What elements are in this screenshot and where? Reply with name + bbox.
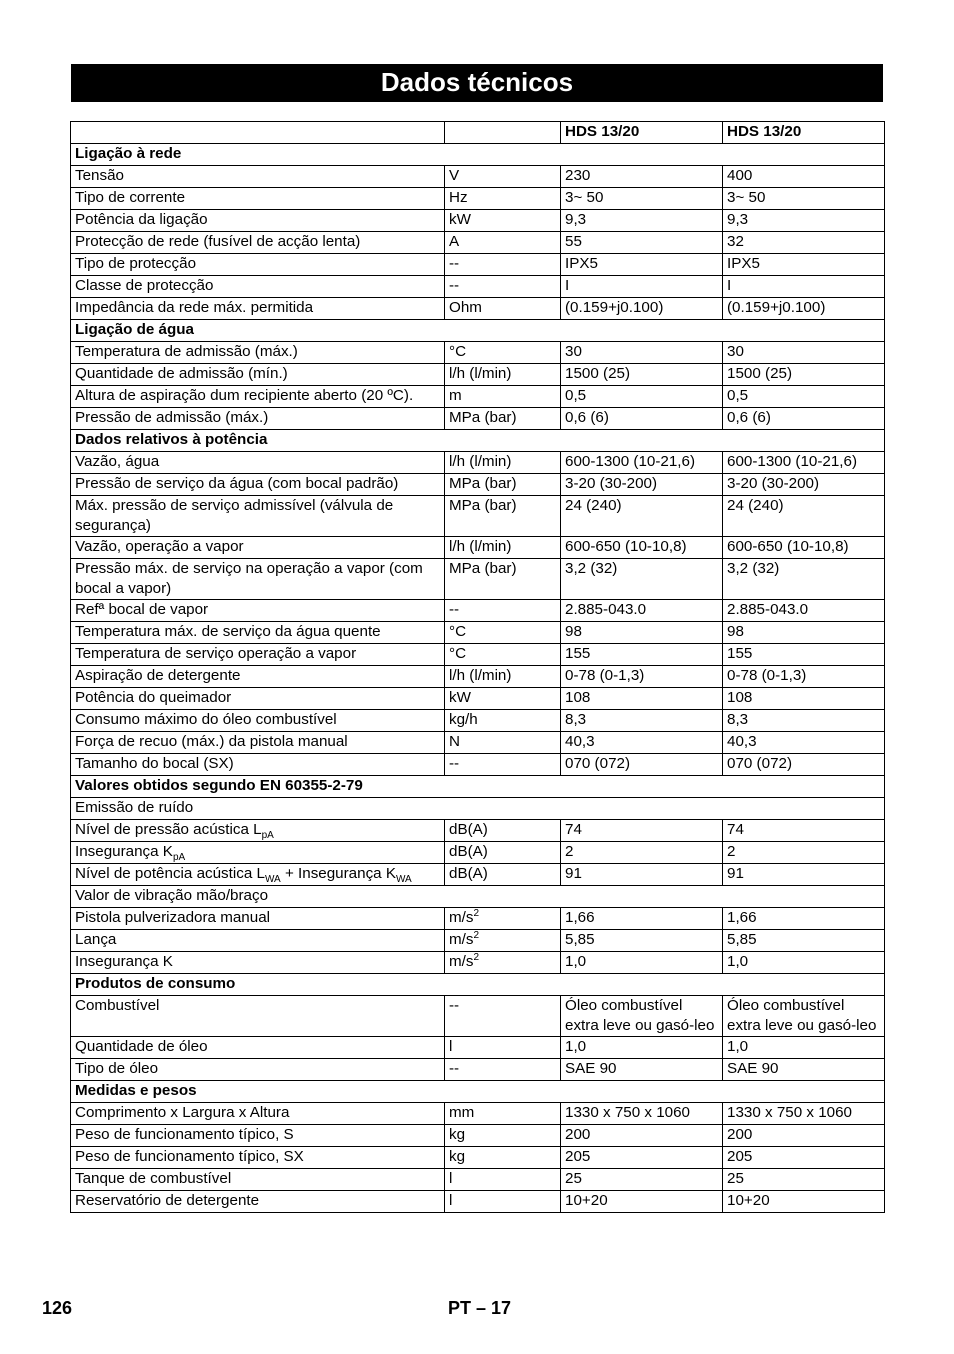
unit-cell	[445, 622, 561, 644]
unit-cell	[445, 474, 561, 496]
value-model-2: 0,5	[723, 386, 885, 408]
value-model-2: SAE 90	[723, 1059, 885, 1081]
unit: mm	[449, 1104, 475, 1121]
unit: °C	[449, 343, 467, 360]
row-label-cell	[71, 232, 445, 254]
unit-superscript: 2	[473, 929, 480, 941]
label-subscript: WA	[264, 874, 281, 886]
value-model-1: 3-20 (30-200)	[561, 474, 723, 496]
value-model-1: 74	[561, 820, 723, 842]
value-model-1: 98	[561, 622, 723, 644]
value-model-1: 40,3	[561, 732, 723, 754]
value-model-2: 155	[723, 644, 885, 666]
row-label: Reservatório de detergente	[75, 1192, 260, 1209]
row-label-cell	[71, 386, 445, 408]
value-model-1: 1330 x 750 x 1060	[561, 1103, 723, 1125]
table-row	[71, 452, 885, 474]
table-row	[71, 688, 885, 710]
value-model-2: 10+20	[723, 1191, 885, 1213]
row-label-cell	[71, 754, 445, 776]
section-heading: Ligação à rede	[71, 144, 885, 166]
unit-cell	[445, 298, 561, 320]
row-label-cell	[71, 688, 445, 710]
unit: l/h (l/min)	[449, 453, 512, 470]
value-model-1: 600-650 (10-10,8)	[561, 537, 723, 559]
table-row	[71, 386, 885, 408]
row-label-cell	[71, 474, 445, 496]
table-row	[71, 559, 885, 600]
value-model-1: 0-78 (0-1,3)	[561, 666, 723, 688]
table-row	[71, 298, 885, 320]
value-model-1: 0,6 (6)	[561, 408, 723, 430]
row-label: Vazão, operação a vapor	[75, 538, 244, 555]
table-row	[71, 754, 885, 776]
table-row	[71, 1037, 885, 1059]
unit-cell	[445, 1191, 561, 1213]
table-row	[71, 210, 885, 232]
row-label: Consumo máximo do óleo combustível	[75, 711, 337, 728]
header-model-2: HDS 13/20	[723, 122, 885, 144]
table-row	[71, 710, 885, 732]
table-row	[71, 996, 885, 1037]
row-label: Pressão máx. de serviço na operação a vapor (com bocal a vapor)	[75, 560, 423, 597]
subsection-heading: Emissão de ruído	[71, 798, 885, 820]
value-model-2: 30	[723, 342, 885, 364]
header-model-1: HDS 13/20	[561, 122, 723, 144]
unit: °C	[449, 645, 467, 662]
section-heading: Produtos de consumo	[71, 974, 885, 996]
row-label: Nível de potência acústica L	[75, 865, 265, 882]
unit: m/s	[449, 953, 474, 970]
value-model-1: 24 (240)	[561, 496, 723, 537]
unit: kg	[449, 1126, 466, 1143]
unit-cell	[445, 864, 561, 886]
row-label: Temperatura de admissão (máx.)	[75, 343, 298, 360]
value-model-1: 108	[561, 688, 723, 710]
value-model-1: 1,0	[561, 952, 723, 974]
value-model-2: 200	[723, 1125, 885, 1147]
value-model-1: 30	[561, 342, 723, 364]
unit: kg	[449, 1148, 466, 1165]
row-label-cell	[71, 666, 445, 688]
value-model-2: IPX5	[723, 254, 885, 276]
unit-cell	[445, 1147, 561, 1169]
unit-cell	[445, 188, 561, 210]
value-model-1: 070 (072)	[561, 754, 723, 776]
unit-cell	[445, 930, 561, 952]
unit: m	[449, 387, 462, 404]
value-model-1: 1500 (25)	[561, 364, 723, 386]
table-row	[71, 537, 885, 559]
value-model-2: 1330 x 750 x 1060	[723, 1103, 885, 1125]
value-model-2: 3~ 50	[723, 188, 885, 210]
table-row	[71, 254, 885, 276]
table-row	[71, 666, 885, 688]
table-row	[71, 276, 885, 298]
row-label: Vazão, água	[75, 453, 160, 470]
value-model-2: 1,0	[723, 1037, 885, 1059]
table-row	[71, 188, 885, 210]
value-model-2: 1500 (25)	[723, 364, 885, 386]
row-label: Tipo de óleo	[75, 1060, 159, 1077]
row-label: Impedância da rede máx. permitida	[75, 299, 314, 316]
row-label-cell	[71, 298, 445, 320]
table-row	[71, 622, 885, 644]
value-model-2: 108	[723, 688, 885, 710]
value-model-1: 155	[561, 644, 723, 666]
header-empty-cell	[71, 122, 445, 144]
unit-cell	[445, 600, 561, 622]
unit-superscript: 2	[473, 907, 480, 919]
value-model-1: IPX5	[561, 254, 723, 276]
table-row	[71, 232, 885, 254]
row-label-cell	[71, 1191, 445, 1213]
unit-cell	[445, 386, 561, 408]
unit: --	[449, 997, 460, 1014]
unit: l/h (l/min)	[449, 538, 512, 555]
value-model-1: 600-1300 (10-21,6)	[561, 452, 723, 474]
table-row	[71, 1103, 885, 1125]
section-heading: Ligação de água	[71, 320, 885, 342]
table-row	[71, 1191, 885, 1213]
value-model-2: 400	[723, 166, 885, 188]
section-row	[71, 974, 885, 996]
value-model-1: 0,5	[561, 386, 723, 408]
row-label: Classe de protecção	[75, 277, 214, 294]
row-label-cell	[71, 732, 445, 754]
unit-cell	[445, 408, 561, 430]
row-label: Refª bocal de vapor	[75, 601, 209, 618]
row-label: Tensão	[75, 167, 124, 184]
row-label-cell	[71, 254, 445, 276]
table-row	[71, 166, 885, 188]
row-label-cell	[71, 644, 445, 666]
section-heading: Medidas e pesos	[71, 1081, 885, 1103]
unit: l	[449, 1038, 453, 1055]
unit: dB(A)	[449, 865, 488, 882]
unit: MPa (bar)	[449, 409, 517, 426]
section-row	[71, 144, 885, 166]
section-row	[71, 1081, 885, 1103]
unit-cell	[445, 1125, 561, 1147]
language-page-label: PT – 17	[448, 1298, 512, 1318]
value-model-2: 98	[723, 622, 885, 644]
unit-cell	[445, 644, 561, 666]
unit-cell	[445, 996, 561, 1037]
technical-data-table	[70, 121, 885, 1213]
row-label-cell	[71, 537, 445, 559]
value-model-1: 2	[561, 842, 723, 864]
row-label: Nível de pressão acústica L	[75, 821, 262, 838]
unit: MPa (bar)	[449, 475, 517, 492]
row-label: Tipo de protecção	[75, 255, 197, 272]
unit-cell	[445, 496, 561, 537]
unit-cell	[445, 364, 561, 386]
value-model-2: 74	[723, 820, 885, 842]
unit-cell	[445, 1059, 561, 1081]
unit-cell	[445, 952, 561, 974]
row-label: Tanque de combustível	[75, 1170, 232, 1187]
value-model-1: (0.159+j0.100)	[561, 298, 723, 320]
row-label-cell	[71, 996, 445, 1037]
table-header-row	[71, 122, 885, 144]
section-heading: Dados relativos à potência	[71, 430, 885, 452]
table-row	[71, 1147, 885, 1169]
unit: MPa (bar)	[449, 497, 517, 514]
value-model-2: 8,3	[723, 710, 885, 732]
row-label-cell	[71, 864, 445, 886]
row-label: Lança	[75, 931, 117, 948]
row-label-cell	[71, 1147, 445, 1169]
unit: --	[449, 255, 460, 272]
label-subscript: WA	[395, 874, 412, 886]
subsection-heading: Valor de vibração mão/braço	[71, 886, 885, 908]
row-label: Pressão de admissão (máx.)	[75, 409, 269, 426]
unit: --	[449, 755, 460, 772]
table-row	[71, 952, 885, 974]
value-model-2: 2	[723, 842, 885, 864]
unit: MPa (bar)	[449, 560, 517, 577]
row-label: Máx. pressão de serviço admissível (válvula de segurança)	[75, 497, 394, 534]
row-label-cell	[71, 1125, 445, 1147]
value-model-1: 1,0	[561, 1037, 723, 1059]
value-model-2: 3,2 (32)	[723, 559, 885, 600]
table-row	[71, 842, 885, 864]
value-model-1: SAE 90	[561, 1059, 723, 1081]
row-label: Peso de funcionamento típico, S	[75, 1126, 294, 1143]
row-label-cell	[71, 820, 445, 842]
table-row	[71, 600, 885, 622]
unit-cell	[445, 710, 561, 732]
row-label-cell	[71, 166, 445, 188]
label-subscript: pA	[172, 852, 186, 864]
row-label-cell	[71, 364, 445, 386]
value-model-2: 600-650 (10-10,8)	[723, 537, 885, 559]
value-model-1: 25	[561, 1169, 723, 1191]
value-model-1: 3,2 (32)	[561, 559, 723, 600]
row-label-cell	[71, 496, 445, 537]
row-label: Força de recuo (máx.) da pistola manual	[75, 733, 348, 750]
unit-cell	[445, 276, 561, 298]
table-row	[71, 1125, 885, 1147]
header-empty-cell	[445, 122, 561, 144]
row-label: Potência da ligação	[75, 211, 208, 228]
table-row	[71, 908, 885, 930]
unit-cell	[445, 908, 561, 930]
unit: --	[449, 601, 460, 618]
unit-cell	[445, 254, 561, 276]
unit: l	[449, 1170, 453, 1187]
unit: Hz	[449, 189, 468, 206]
section-row	[71, 776, 885, 798]
unit: m/s	[449, 909, 474, 926]
value-model-2: I	[723, 276, 885, 298]
unit: A	[449, 233, 460, 250]
row-label: Protecção de rede (fusível de acção lenta)	[75, 233, 361, 250]
row-label-cell	[71, 622, 445, 644]
table-row	[71, 342, 885, 364]
value-model-2: 600-1300 (10-21,6)	[723, 452, 885, 474]
value-model-2: 070 (072)	[723, 754, 885, 776]
value-model-1: 8,3	[561, 710, 723, 732]
unit-cell	[445, 666, 561, 688]
unit: --	[449, 277, 460, 294]
table-row	[71, 930, 885, 952]
unit-cell	[445, 232, 561, 254]
value-model-1: 2.885-043.0	[561, 600, 723, 622]
unit: N	[449, 733, 460, 750]
row-label: Temperatura máx. de serviço da água quente	[75, 623, 381, 640]
row-label-cell	[71, 276, 445, 298]
value-model-1: 5,85	[561, 930, 723, 952]
value-model-1: 3~ 50	[561, 188, 723, 210]
unit-superscript: 2	[473, 951, 480, 963]
row-label-cell	[71, 600, 445, 622]
unit: l	[449, 1192, 453, 1209]
row-label: Tipo de corrente	[75, 189, 186, 206]
unit: dB(A)	[449, 821, 488, 838]
value-model-2: 5,85	[723, 930, 885, 952]
value-model-2: 0,6 (6)	[723, 408, 885, 430]
unit-cell	[445, 732, 561, 754]
table-row	[71, 864, 885, 886]
subsection-row	[71, 886, 885, 908]
label-continuation: + Insegurança K	[280, 865, 396, 882]
page-number: 126	[42, 1298, 73, 1318]
value-model-2: 9,3	[723, 210, 885, 232]
row-label: Combustível	[75, 997, 160, 1014]
value-model-2: 3-20 (30-200)	[723, 474, 885, 496]
row-label-cell	[71, 408, 445, 430]
table-row	[71, 408, 885, 430]
unit-cell	[445, 210, 561, 232]
row-label: Comprimento x Largura x Altura	[75, 1104, 290, 1121]
row-label: Aspiração de detergente	[75, 667, 241, 684]
section-row	[71, 320, 885, 342]
row-label-cell	[71, 342, 445, 364]
value-model-1: 10+20	[561, 1191, 723, 1213]
value-model-2: Óleo combustível extra leve ou gasó-leo	[723, 996, 885, 1037]
value-model-2: 2.885-043.0	[723, 600, 885, 622]
value-model-2: 91	[723, 864, 885, 886]
unit-cell	[445, 1037, 561, 1059]
unit: --	[449, 1060, 460, 1077]
unit: dB(A)	[449, 843, 488, 860]
value-model-2: 40,3	[723, 732, 885, 754]
row-label-cell	[71, 1059, 445, 1081]
row-label-cell	[71, 452, 445, 474]
value-model-1: 91	[561, 864, 723, 886]
row-label: Peso de funcionamento típico, SX	[75, 1148, 304, 1165]
label-subscript: pA	[261, 830, 274, 842]
page-title: Dados técnicos	[71, 64, 883, 102]
unit: kW	[449, 211, 471, 228]
value-model-1: I	[561, 276, 723, 298]
section-row	[71, 430, 885, 452]
unit-cell	[445, 166, 561, 188]
row-label: Tamanho do bocal (SX)	[75, 755, 234, 772]
row-label: Quantidade de admissão (mín.)	[75, 365, 288, 382]
value-model-2: (0.159+j0.100)	[723, 298, 885, 320]
unit: kW	[449, 689, 471, 706]
row-label-cell	[71, 559, 445, 600]
table-row	[71, 732, 885, 754]
table-row	[71, 1059, 885, 1081]
row-label-cell	[71, 188, 445, 210]
unit-cell	[445, 842, 561, 864]
table-row	[71, 644, 885, 666]
unit-cell	[445, 1169, 561, 1191]
row-label-cell	[71, 210, 445, 232]
row-label-cell	[71, 1103, 445, 1125]
unit-cell	[445, 754, 561, 776]
row-label: Temperatura de serviço operação a vapor	[75, 645, 357, 662]
table-row	[71, 364, 885, 386]
value-model-2: 205	[723, 1147, 885, 1169]
row-label: Altura de aspiração dum recipiente aberto (20 ºC).	[75, 387, 414, 404]
unit-cell	[445, 452, 561, 474]
unit-cell	[445, 559, 561, 600]
row-label: Insegurança K	[75, 843, 173, 860]
table-row	[71, 496, 885, 537]
row-label: Potência do queimador	[75, 689, 232, 706]
value-model-2: 1,66	[723, 908, 885, 930]
value-model-1: 200	[561, 1125, 723, 1147]
table-row	[71, 474, 885, 496]
row-label: Pistola pulverizadora manual	[75, 909, 271, 926]
row-label-cell	[71, 1169, 445, 1191]
value-model-2: 0-78 (0-1,3)	[723, 666, 885, 688]
subsection-row	[71, 798, 885, 820]
row-label: Insegurança K	[75, 953, 173, 970]
unit-cell	[445, 688, 561, 710]
value-model-2: 25	[723, 1169, 885, 1191]
table-row	[71, 1169, 885, 1191]
value-model-2: 1,0	[723, 952, 885, 974]
row-label-cell	[71, 1037, 445, 1059]
row-label-cell	[71, 710, 445, 732]
value-model-1: 55	[561, 232, 723, 254]
value-model-2: 24 (240)	[723, 496, 885, 537]
unit-cell	[445, 537, 561, 559]
unit: l/h (l/min)	[449, 667, 512, 684]
row-label-cell	[71, 930, 445, 952]
unit: Ohm	[449, 299, 482, 316]
value-model-2: 32	[723, 232, 885, 254]
value-model-1: Óleo combustível extra leve ou gasó-leo	[561, 996, 723, 1037]
value-model-1: 230	[561, 166, 723, 188]
unit: V	[449, 167, 460, 184]
table-row	[71, 820, 885, 842]
row-label-cell	[71, 842, 445, 864]
value-model-1: 1,66	[561, 908, 723, 930]
unit: m/s	[449, 931, 474, 948]
unit: l/h (l/min)	[449, 365, 512, 382]
row-label-cell	[71, 952, 445, 974]
unit: kg/h	[449, 711, 478, 728]
unit: °C	[449, 623, 467, 640]
row-label: Quantidade de óleo	[75, 1038, 208, 1055]
row-label-cell	[71, 908, 445, 930]
value-model-1: 9,3	[561, 210, 723, 232]
unit-cell	[445, 1103, 561, 1125]
section-heading: Valores obtidos segundo EN 60355-2-79	[71, 776, 885, 798]
value-model-1: 205	[561, 1147, 723, 1169]
unit-cell	[445, 820, 561, 842]
unit-cell	[445, 342, 561, 364]
row-label: Pressão de serviço da água (com bocal padrão)	[75, 475, 399, 492]
